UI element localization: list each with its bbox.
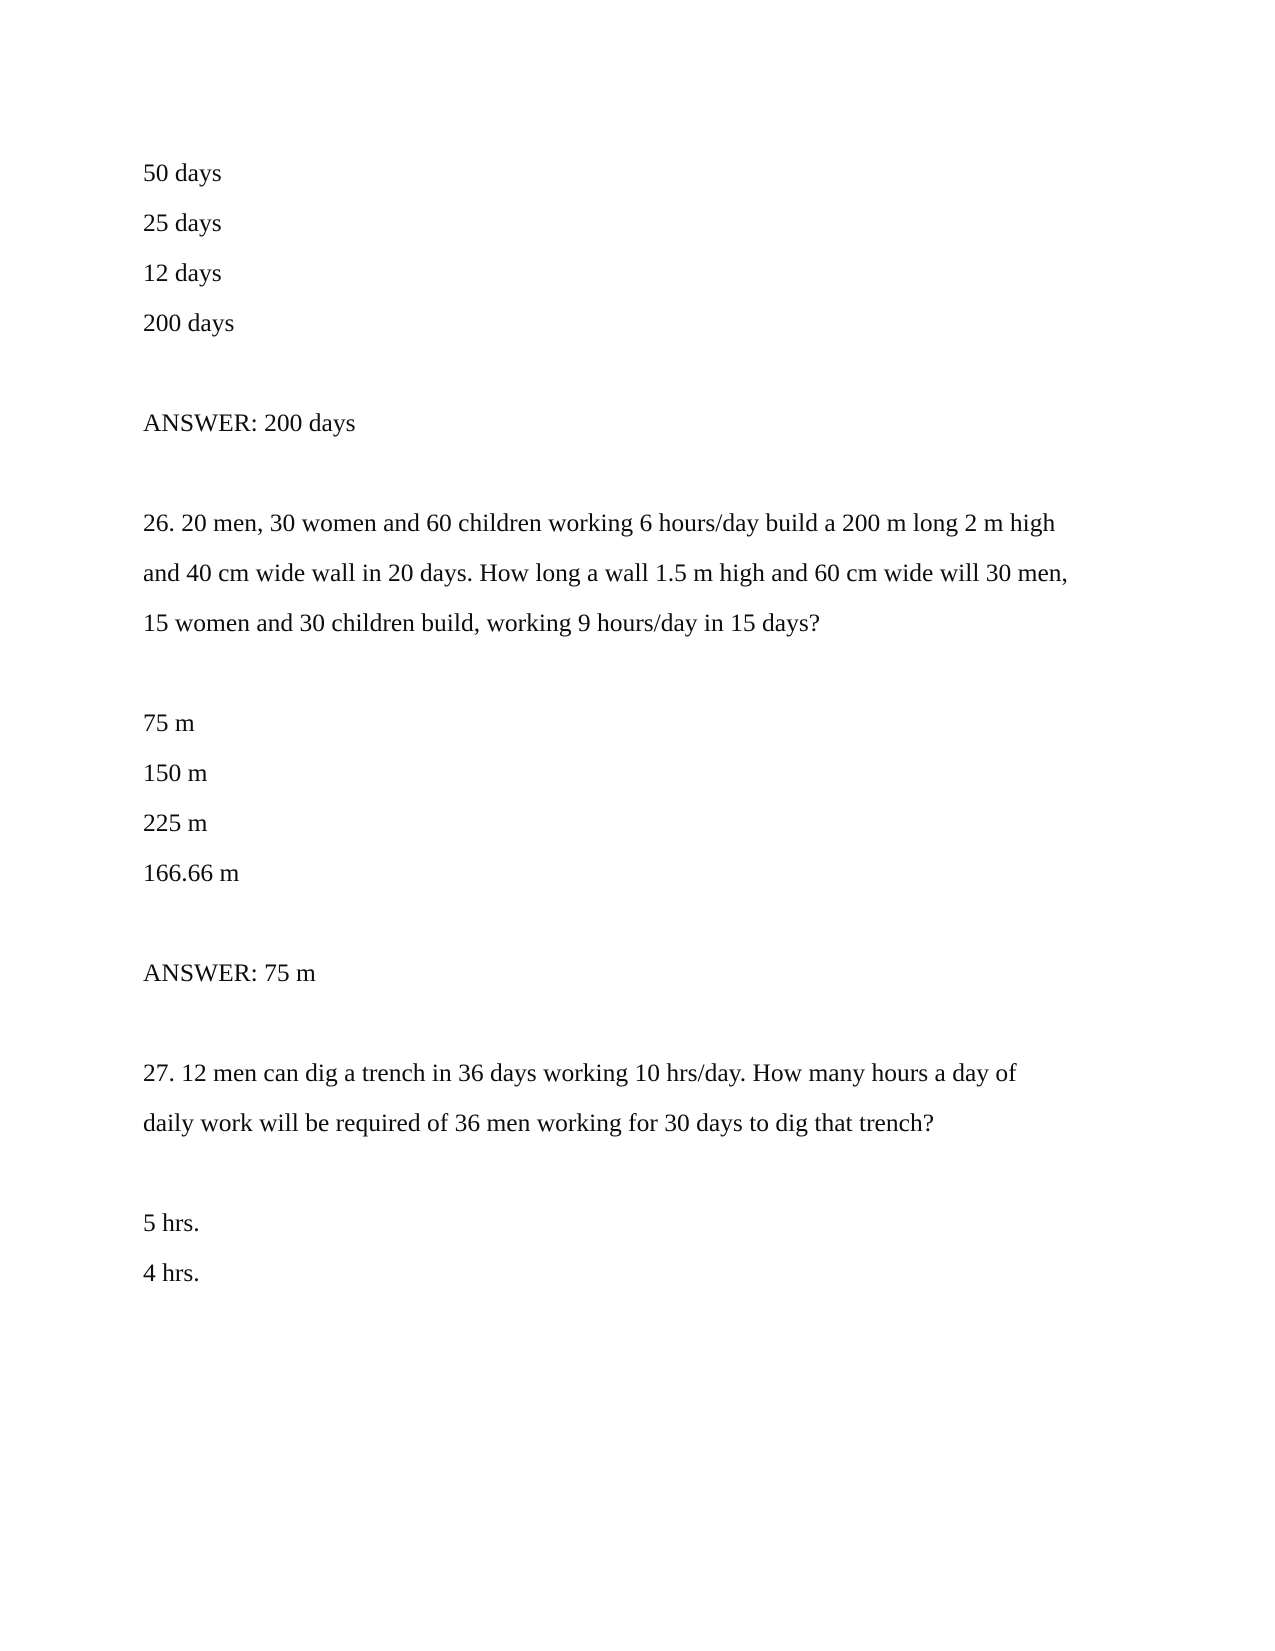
list-item: 25 days bbox=[143, 208, 222, 237]
spacer bbox=[143, 898, 1083, 948]
spacer bbox=[143, 348, 1083, 398]
list-item: 12 days bbox=[143, 258, 222, 287]
question-27-text: 27. 12 men can dig a trench in 36 days working 10 hrs/day. How many hours a day of daily work will be required of 36 men working for 30 days to dig that trench? bbox=[143, 1058, 1017, 1137]
document-body bbox=[143, 148, 1083, 1298]
spacer bbox=[143, 648, 1083, 698]
list-item: 4 hrs. bbox=[143, 1258, 200, 1287]
spacer bbox=[143, 448, 1083, 498]
previous-question-options bbox=[143, 148, 1083, 348]
list-item: 5 hrs. bbox=[143, 1208, 200, 1237]
question-26-text: 26. 20 men, 30 women and 60 children working 6 hours/day build a 200 m long 2 m high and 40 cm wide wall in 20 days. How long a wall 1.5 m high and 60 cm wide will 30 men, 15 women and 30 children build, working 9 hours/day in 15 days? bbox=[143, 508, 1068, 637]
question-26-options bbox=[143, 698, 1083, 898]
spacer bbox=[143, 1148, 1083, 1198]
list-item: 75 m bbox=[143, 708, 195, 737]
list-item: 225 m bbox=[143, 808, 208, 837]
question-26-answer: ANSWER: 75 m bbox=[143, 958, 316, 987]
question-27-options bbox=[143, 1198, 1083, 1298]
spacer bbox=[143, 998, 1083, 1048]
list-item: 150 m bbox=[143, 758, 208, 787]
list-item: 50 days bbox=[143, 158, 222, 187]
list-item: 200 days bbox=[143, 308, 235, 337]
previous-question-answer: ANSWER: 200 days bbox=[143, 408, 356, 437]
list-item: 166.66 m bbox=[143, 858, 240, 887]
